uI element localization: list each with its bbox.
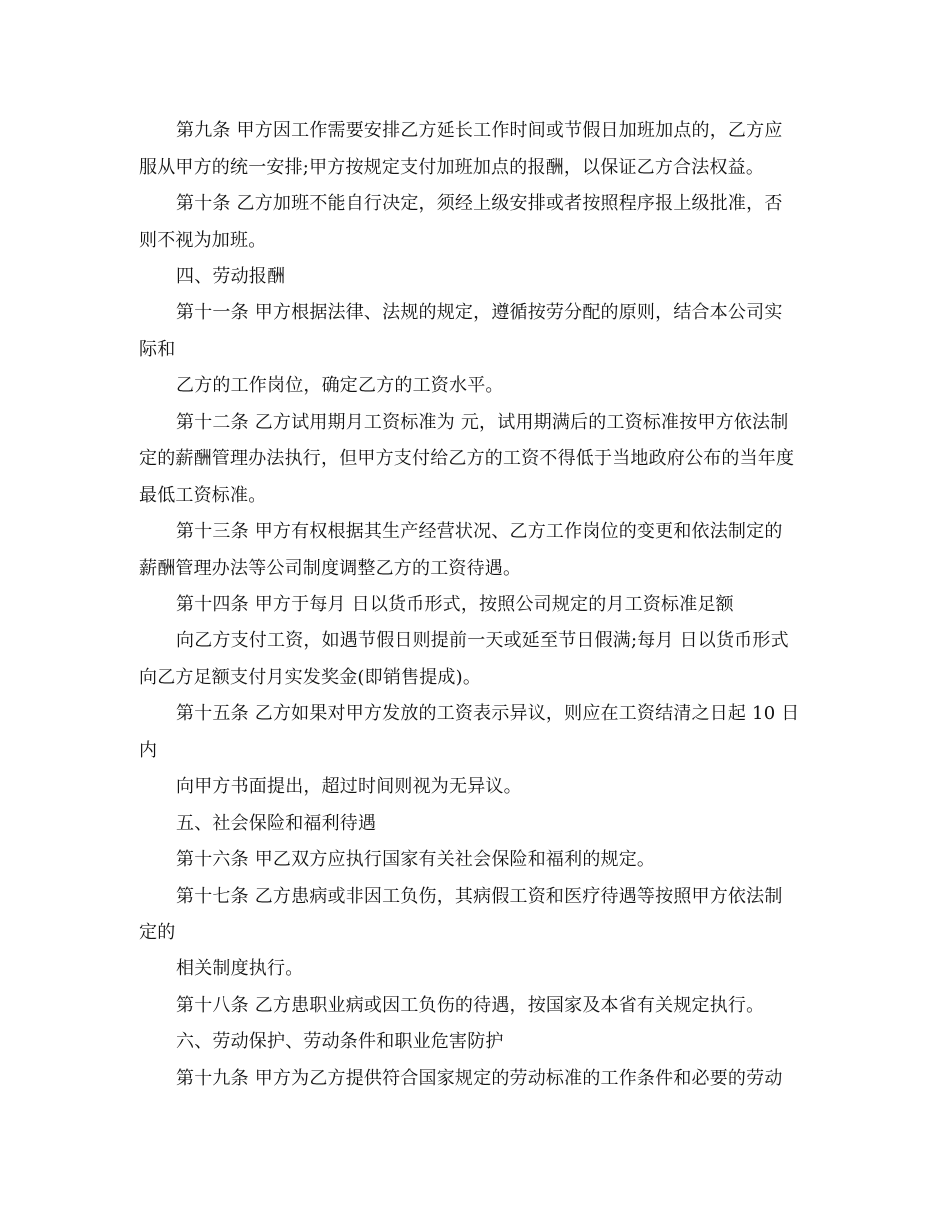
text-line: 第九条 甲方因工作需要安排乙方延长工作时间或节假日加班加点的，乙方应 (176, 120, 783, 141)
text-line: 乙方的工作岗位，确定乙方的工资水平。 (176, 375, 504, 396)
text-line: 第十七条 乙方患病或非因工负伤，其病假工资和医疗待遇等按照甲方依法制 (176, 886, 783, 907)
section-heading: 五、社会保险和福利待遇 (176, 813, 377, 834)
text-line: 第十五条 乙方如果对甲方发放的工资表示异议，则应在工资结清之日起 10 日 (176, 703, 800, 724)
text-line: 内 (139, 740, 158, 761)
text-line: 定的 (139, 922, 176, 943)
text-line: 向甲方书面提出，超过时间则视为无异议。 (176, 776, 522, 797)
text-line: 定的薪酬管理办法执行，但甲方支付给乙方的工资不得低于当地政府公布的当年度 (139, 448, 795, 469)
text-line: 向乙方支付工资，如遇节假日则提前一天或延至节日假满;每月 日以货币形式 (176, 630, 789, 651)
text-line: 际和 (139, 339, 176, 360)
text-line: 则不视为加班。 (139, 230, 267, 251)
text-line: 第十四条 甲方于每月 日以货币形式，按照公司规定的月工资标准足额 (176, 594, 734, 615)
text-line: 第十三条 甲方有权根据其生产经营状况、乙方工作岗位的变更和依法制定的 (176, 521, 783, 542)
section-heading: 四、劳动报酬 (176, 266, 286, 287)
text-line: 第十九条 甲方为乙方提供符合国家规定的劳动标准的工作条件和必要的劳动 (176, 1068, 783, 1089)
text-line: 第十二条 乙方试用期月工资标准为 元，试用期满后的工资标准按甲方依法制 (176, 412, 789, 433)
text-line: 相关制度执行。 (176, 958, 304, 979)
text-line: 最低工资标准。 (139, 485, 267, 506)
text-line: 第十一条 甲方根据法律、法规的规定，遵循按劳分配的原则，结合本公司实 (176, 302, 783, 323)
text-line: 第十条 乙方加班不能自行决定，须经上级安排或者按照程序报上级批准，否 (176, 193, 783, 214)
text-line: 服从甲方的统一安排;甲方按规定支付加班加点的报酬，以保证乙方合法权益。 (139, 157, 765, 178)
text-line: 第十八条 乙方患职业病或因工负伤的待遇，按国家及本省有关规定执行。 (176, 995, 765, 1016)
text-line: 薪酬管理办法等公司制度调整乙方的工资待遇。 (139, 558, 522, 579)
text-line: 向乙方足额支付月实发奖金(即销售提成)。 (139, 667, 482, 688)
section-heading: 六、劳动保护、劳动条件和职业危害防护 (176, 1031, 504, 1052)
text-line: 第十六条 甲乙双方应执行国家有关社会保险和福利的规定。 (176, 849, 656, 870)
